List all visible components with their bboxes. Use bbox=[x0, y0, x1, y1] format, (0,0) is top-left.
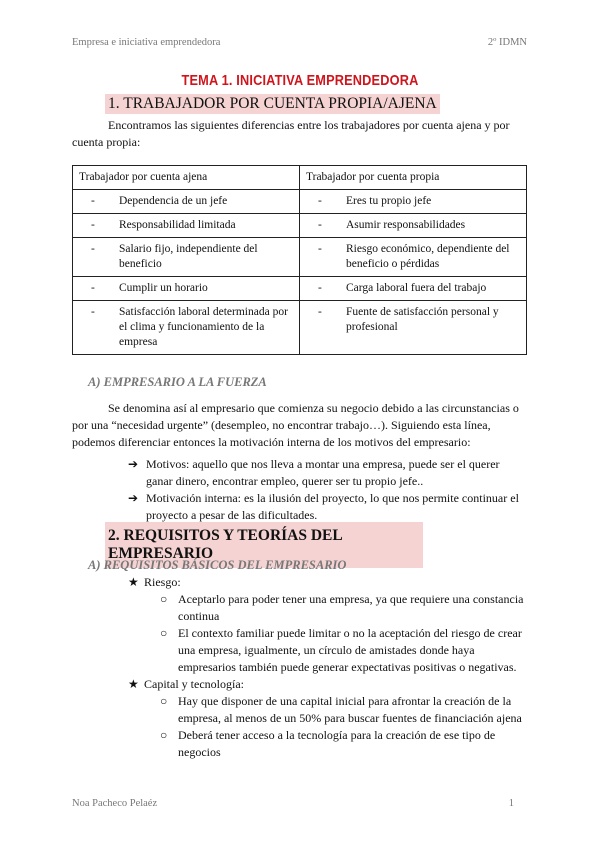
table-cell: - Fuente de satisfacción personal y profesional bbox=[300, 301, 527, 355]
arrow-item: ➔ Motivos: aquello que nos lleva a montar una empresa, puede ser el querer ganar dinero, encontrar empleo, querer ser tu propio jefe.. bbox=[128, 457, 500, 488]
circle-item: ○ Hay que disponer de una capital inicial para afrontar la creación de la empresa, al menos de un 50% para buscar fuentes de financiación ajena bbox=[160, 694, 522, 725]
dash-bullet: - bbox=[91, 195, 95, 207]
star-icon: ★ bbox=[128, 677, 139, 691]
section1-heading: 1. TRABAJADOR POR CUENTA PROPIA/AJENA bbox=[105, 94, 440, 114]
circle-bullet-icon: ○ bbox=[160, 728, 168, 742]
arrow-icon: ➔ bbox=[128, 491, 139, 505]
star-item: ★ Riesgo: bbox=[128, 575, 181, 589]
table-header-cell: Trabajador por cuenta propia bbox=[300, 166, 527, 190]
table-header-cell: Trabajador por cuenta ajena bbox=[73, 166, 300, 190]
table-cell: - Riesgo económico, dependiente del beneficio o pérdidas bbox=[300, 238, 527, 277]
table-header-row bbox=[73, 166, 527, 190]
requirements-list bbox=[128, 574, 528, 761]
arrow-item: ➔ Motivación interna: es la ilusión del proyecto, lo que nos permite continuar el proyecto a pesar de las dificultades. bbox=[128, 491, 519, 522]
table-cell: - Asumir responsabilidades bbox=[300, 214, 527, 238]
circle-item: ○ Aceptarlo para poder tener una empresa, ya que requiere una constancia continua bbox=[160, 592, 524, 623]
dash-bullet: - bbox=[91, 282, 95, 294]
dash-bullet: - bbox=[318, 306, 322, 318]
circle-bullet-icon: ○ bbox=[160, 694, 168, 708]
dash-bullet: - bbox=[91, 243, 95, 255]
arrow-list bbox=[128, 456, 528, 524]
circle-item: ○ El contexto familiar puede limitar o no la aceptación del riesgo de crear una empresa, igualmente, un círculo de amistades donde haya empresarios también puede generar expectativas positivas o negativas. bbox=[160, 626, 522, 674]
table-cell: - Satisfacción laboral determinada por el clima y funcionamiento de la empresa bbox=[73, 301, 300, 355]
table-row bbox=[73, 238, 527, 277]
subsection-a-heading: A) EMPRESARIO A LA FUERZA bbox=[88, 375, 267, 389]
circle-item: ○ Deberá tener acceso a la tecnología para la creación de ese tipo de negocios bbox=[160, 728, 496, 759]
arrow-icon: ➔ bbox=[128, 457, 139, 471]
table-cell: - Eres tu propio jefe bbox=[300, 190, 527, 214]
dash-bullet: - bbox=[318, 195, 322, 207]
dash-bullet: - bbox=[318, 219, 322, 231]
dash-bullet: - bbox=[91, 306, 95, 318]
dash-bullet: - bbox=[318, 282, 322, 294]
table-cell: - Salario fijo, independiente del beneficio bbox=[73, 238, 300, 277]
subsection-2a-heading: A) REQUISITOS BÁSICOS DEL EMPRESARIO bbox=[88, 558, 347, 572]
page-title: TEMA 1. INICIATIVA EMPRENDEDORA bbox=[181, 72, 419, 89]
page-number: 1 bbox=[508, 798, 514, 809]
star-item: ★ Capital y tecnología: bbox=[128, 677, 244, 691]
footer-author: Noa Pacheco Pelaéz bbox=[72, 798, 158, 809]
subsection-a-paragraph: Se denomina así al empresario que comienza su negocio debido a las circunstancias o por una “necesidad urgente” (desempleo, no encontrar trabajo…). Siguiendo esta línea, podemos diferenciar entonces la motivación interna de los motivos del empresario: bbox=[72, 401, 519, 449]
header-right: 2º IDMN bbox=[487, 37, 527, 48]
table-cell: - Dependencia de un jefe bbox=[73, 190, 300, 214]
star-icon: ★ bbox=[128, 575, 139, 589]
table-row bbox=[73, 277, 527, 301]
table-cell: - Cumplir un horario bbox=[73, 277, 300, 301]
table-row bbox=[73, 190, 527, 214]
section1-intro: Encontramos las siguientes diferencias entre los trabajadores por cuenta ajena y por cuenta propia: bbox=[72, 118, 510, 149]
header-left: Empresa e iniciativa emprendedora bbox=[72, 37, 221, 48]
dash-bullet: - bbox=[91, 219, 95, 231]
comparison-table bbox=[72, 165, 527, 355]
table-row bbox=[73, 214, 527, 238]
circle-bullet-icon: ○ bbox=[160, 592, 168, 606]
table-cell: - Carga laboral fuera del trabajo bbox=[300, 277, 527, 301]
section2-heading: 2. REQUISITOS Y TEORÍAS DEL EMPRESARIO bbox=[105, 522, 423, 568]
table-cell: - Responsabilidad limitada bbox=[73, 214, 300, 238]
dash-bullet: - bbox=[318, 243, 322, 255]
circle-bullet-icon: ○ bbox=[160, 626, 168, 640]
table-row bbox=[73, 301, 527, 355]
